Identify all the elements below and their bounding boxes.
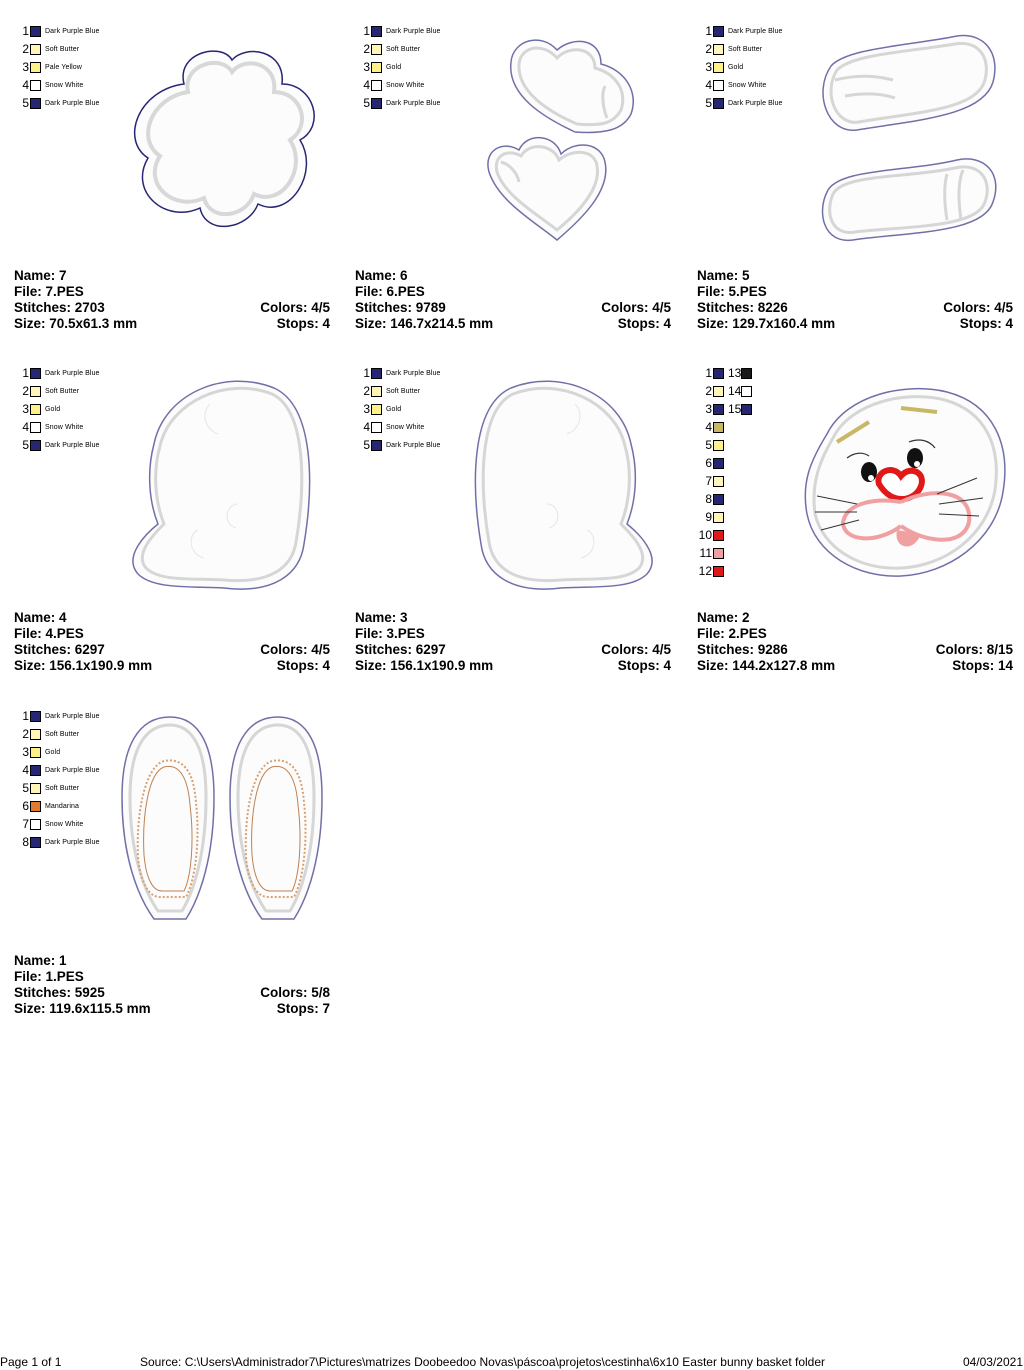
thread-swatch [371,44,382,55]
thread-label: Pale Yellow [45,63,82,71]
thread-swatch [713,476,724,487]
design-size: Size: 129.7x160.4 mm [697,316,836,331]
thread-swatch [713,98,724,109]
thread-swatch [371,80,382,91]
thread-label: Dark Purple Blue [386,441,441,449]
thread-number: 3 [22,402,29,416]
design-info [14,953,330,1017]
page-footer [0,1355,1024,1370]
design-card-1 [14,707,330,1017]
thread-number: 8 [22,835,29,849]
design-preview-arms [797,22,1013,262]
design-size: Size: 146.7x214.5 mm [355,316,494,331]
thread-swatch [713,512,724,523]
thread-label: Dark Purple Blue [45,766,100,774]
thread-swatch [30,62,41,73]
design-info [14,610,330,674]
thread-row [697,22,783,40]
thread-label: Mandarina [45,802,79,810]
thread-swatch [713,80,724,91]
thread-label: Dark Purple Blue [45,99,100,107]
design-card-4 [14,364,330,674]
thread-label: Dark Purple Blue [45,441,100,449]
thread-row [14,22,100,40]
design-info [697,268,1013,332]
thread-number: 14 [728,384,742,398]
thread-swatch [713,368,724,379]
thread-number: 2 [363,42,370,56]
design-info [14,268,330,332]
thread-row [14,364,100,382]
design-colors: Colors: 4/5 [260,642,330,657]
thread-swatch [30,440,41,451]
design-colors: Colors: 5/8 [260,985,330,1000]
thread-swatch [30,819,41,830]
thread-legend [14,22,100,112]
thread-number: 2 [363,384,370,398]
thread-number: 2 [705,384,712,398]
thread-row [355,400,441,418]
thread-number: 3 [363,402,370,416]
thread-swatch [30,801,41,812]
design-colors: Colors: 4/5 [601,642,671,657]
design-size: Size: 70.5x61.3 mm [14,316,138,331]
design-card-6 [355,22,671,332]
design-file: File: 2.PES [697,626,767,641]
design-preview-body-left [114,364,330,604]
thread-swatch [30,747,41,758]
print-date: 04/03/2021 [962,1355,1023,1369]
thread-legend [355,364,441,454]
design-stitches: Stitches: 5925 [14,985,105,1000]
thread-swatch [713,422,724,433]
thread-label: Gold [728,63,744,71]
thread-row [14,725,100,743]
thread-swatch [371,62,382,73]
thread-number: 3 [363,60,370,74]
thread-number: 1 [22,24,29,38]
thread-swatch [30,80,41,91]
design-preview-flower [114,22,330,262]
design-stitches: Stitches: 6297 [355,642,446,657]
thread-row [355,418,441,436]
thread-number: 5 [363,438,370,452]
thread-row [14,436,100,454]
design-stitches: Stitches: 2703 [14,300,105,315]
thread-label: Snow White [45,820,84,828]
thread-label: Soft Butter [45,784,80,792]
design-file: File: 5.PES [697,284,767,299]
design-card-7 [14,22,330,332]
thread-row [697,364,752,382]
thread-row [697,472,752,490]
design-card-2 [697,364,1013,674]
design-stitches: Stitches: 8226 [697,300,788,315]
thread-label: Soft Butter [728,45,763,53]
design-info [355,268,671,332]
thread-swatch [713,386,724,397]
thread-label: Soft Butter [45,387,80,395]
thread-row [697,544,752,562]
thread-row [355,364,441,382]
thread-number: 2 [22,384,29,398]
thread-number: 4 [705,78,712,92]
thread-extra [725,403,752,415]
thread-swatch [371,422,382,433]
thread-number: 2 [705,42,712,56]
design-size: Size: 119.6x115.5 mm [14,1001,151,1016]
thread-number: 3 [705,402,712,416]
design-preview-hearts [455,22,671,262]
thread-label: Snow White [45,81,84,89]
thread-swatch [371,26,382,37]
thread-row [355,22,441,40]
design-stops: Stops: 4 [276,658,330,673]
thread-number: 4 [363,420,370,434]
thread-swatch [30,368,41,379]
design-stitches: Stitches: 9789 [355,300,446,315]
thread-row [697,436,752,454]
thread-number: 1 [705,24,712,38]
design-file: File: 6.PES [355,284,425,299]
design-name: Name: 3 [355,610,408,625]
thread-swatch [30,711,41,722]
thread-row [697,58,783,76]
thread-swatch [30,44,41,55]
thread-number: 9 [705,510,712,524]
thread-row [14,743,100,761]
thread-swatch [713,458,724,469]
thread-label: Dark Purple Blue [386,27,441,35]
thread-row [355,76,441,94]
thread-row [14,833,100,851]
thread-row [355,382,441,400]
thread-label: Snow White [386,81,425,89]
thread-legend [14,364,100,454]
thread-label: Dark Purple Blue [386,369,441,377]
thread-number: 7 [705,474,712,488]
design-file: File: 7.PES [14,284,84,299]
thread-number: 3 [22,60,29,74]
thread-swatch [713,404,724,415]
thread-number: 3 [705,60,712,74]
thread-swatch [741,386,752,397]
thread-legend [697,22,783,112]
design-info [355,610,671,674]
thread-number: 6 [22,799,29,813]
thread-label: Snow White [45,423,84,431]
thread-number: 2 [22,42,29,56]
page-count: Page 1 of 1 [0,1355,62,1369]
thread-row [355,94,441,112]
thread-label: Dark Purple Blue [728,27,783,35]
design-preview-body-right [455,364,671,604]
thread-row [697,490,752,508]
design-size: Size: 156.1x190.9 mm [355,658,494,673]
thread-swatch [371,440,382,451]
design-file: File: 3.PES [355,626,425,641]
thread-swatch [30,98,41,109]
source-path: Source: C:\Users\Administrador7\Pictures\matrizes Doobeedoo Novas\páscoa\projetos\cestinha\6x10 Easter bunny basket folder [140,1355,826,1369]
thread-row [14,58,100,76]
thread-row [14,94,100,112]
thread-number: 1 [363,24,370,38]
thread-swatch [30,404,41,415]
thread-row [697,562,752,580]
thread-number: 5 [363,96,370,110]
thread-swatch [713,548,724,559]
thread-number: 12 [698,564,712,578]
thread-number: 5 [22,438,29,452]
thread-swatch [713,494,724,505]
design-name: Name: 7 [14,268,67,283]
design-preview-bunny-face [797,364,1013,604]
thread-number: 6 [705,456,712,470]
thread-number: 4 [22,78,29,92]
thread-number: 7 [22,817,29,831]
thread-label: Snow White [386,423,425,431]
thread-label: Gold [45,748,61,756]
design-stops: Stops: 4 [617,658,671,673]
thread-number: 1 [22,709,29,723]
thread-row [697,76,783,94]
thread-number: 4 [22,763,29,777]
thread-swatch [371,368,382,379]
thread-label: Gold [386,405,402,413]
design-colors: Colors: 4/5 [260,300,330,315]
thread-swatch [30,729,41,740]
thread-row [697,418,752,436]
thread-swatch [713,530,724,541]
thread-number: 3 [22,745,29,759]
thread-row [14,382,100,400]
design-name: Name: 4 [14,610,67,625]
design-name: Name: 1 [14,953,67,968]
thread-label: Soft Butter [45,45,80,53]
thread-row [697,400,752,418]
thread-label: Soft Butter [386,45,421,53]
thread-label: Dark Purple Blue [45,838,100,846]
thread-swatch [713,440,724,451]
design-name: Name: 2 [697,610,750,625]
thread-row [14,40,100,58]
thread-swatch [713,62,724,73]
design-name: Name: 6 [355,268,408,283]
thread-swatch [371,98,382,109]
thread-number: 5 [705,96,712,110]
thread-label: Dark Purple Blue [45,712,100,720]
thread-row [697,508,752,526]
thread-row [697,40,783,58]
thread-row [14,418,100,436]
thread-swatch [30,765,41,776]
design-name: Name: 5 [697,268,750,283]
thread-swatch [371,404,382,415]
design-info [697,610,1013,674]
thread-number: 1 [363,366,370,380]
thread-row [14,815,100,833]
thread-label: Soft Butter [45,730,80,738]
design-size: Size: 156.1x190.9 mm [14,658,153,673]
thread-row [14,779,100,797]
thread-number: 1 [705,366,712,380]
thread-row [355,58,441,76]
thread-number: 15 [728,402,742,416]
design-file: File: 1.PES [14,969,84,984]
thread-label: Snow White [728,81,767,89]
thread-number: 5 [22,96,29,110]
thread-swatch [741,404,752,415]
thread-extra [725,367,752,379]
thread-number: 4 [363,78,370,92]
thread-row [355,40,441,58]
thread-row [355,436,441,454]
thread-legend [697,364,752,580]
design-card-3 [355,364,671,674]
thread-number: 1 [22,366,29,380]
thread-swatch [741,368,752,379]
thread-number: 8 [705,492,712,506]
thread-label: Soft Butter [386,387,421,395]
design-stops: Stops: 7 [276,1001,330,1016]
thread-label: Gold [386,63,402,71]
thread-number: 11 [699,546,712,560]
thread-row [697,526,752,544]
design-card-5 [697,22,1013,332]
design-stops: Stops: 4 [959,316,1013,331]
design-stops: Stops: 14 [952,658,1013,673]
design-preview-ears [114,707,330,947]
thread-legend [355,22,441,112]
thread-swatch [30,783,41,794]
thread-swatch [30,837,41,848]
thread-label: Dark Purple Blue [386,99,441,107]
thread-row [14,76,100,94]
design-file: File: 4.PES [14,626,84,641]
thread-number: 4 [22,420,29,434]
thread-swatch [713,566,724,577]
design-colors: Colors: 8/15 [935,642,1013,657]
thread-label: Gold [45,405,61,413]
thread-number: 13 [728,366,742,380]
thread-row [697,454,752,472]
thread-label: Dark Purple Blue [45,369,100,377]
thread-number: 10 [698,528,712,542]
thread-number: 4 [705,420,712,434]
thread-label: Dark Purple Blue [728,99,783,107]
design-colors: Colors: 4/5 [943,300,1013,315]
thread-row [697,382,752,400]
design-stitches: Stitches: 9286 [697,642,788,657]
thread-row [14,761,100,779]
thread-number: 5 [705,438,712,452]
thread-swatch [30,422,41,433]
thread-number: 2 [22,727,29,741]
design-stops: Stops: 4 [617,316,671,331]
thread-number: 5 [22,781,29,795]
design-stitches: Stitches: 6297 [14,642,105,657]
design-stops: Stops: 4 [276,316,330,331]
design-size: Size: 144.2x127.8 mm [697,658,836,673]
thread-swatch [371,386,382,397]
thread-label: Dark Purple Blue [45,27,100,35]
thread-legend [14,707,100,851]
design-colors: Colors: 4/5 [601,300,671,315]
thread-extra [725,385,752,397]
thread-row [14,707,100,725]
thread-swatch [30,26,41,37]
thread-row [697,94,783,112]
thread-row [14,797,100,815]
thread-row [14,400,100,418]
thread-swatch [713,26,724,37]
thread-swatch [30,386,41,397]
thread-swatch [713,44,724,55]
